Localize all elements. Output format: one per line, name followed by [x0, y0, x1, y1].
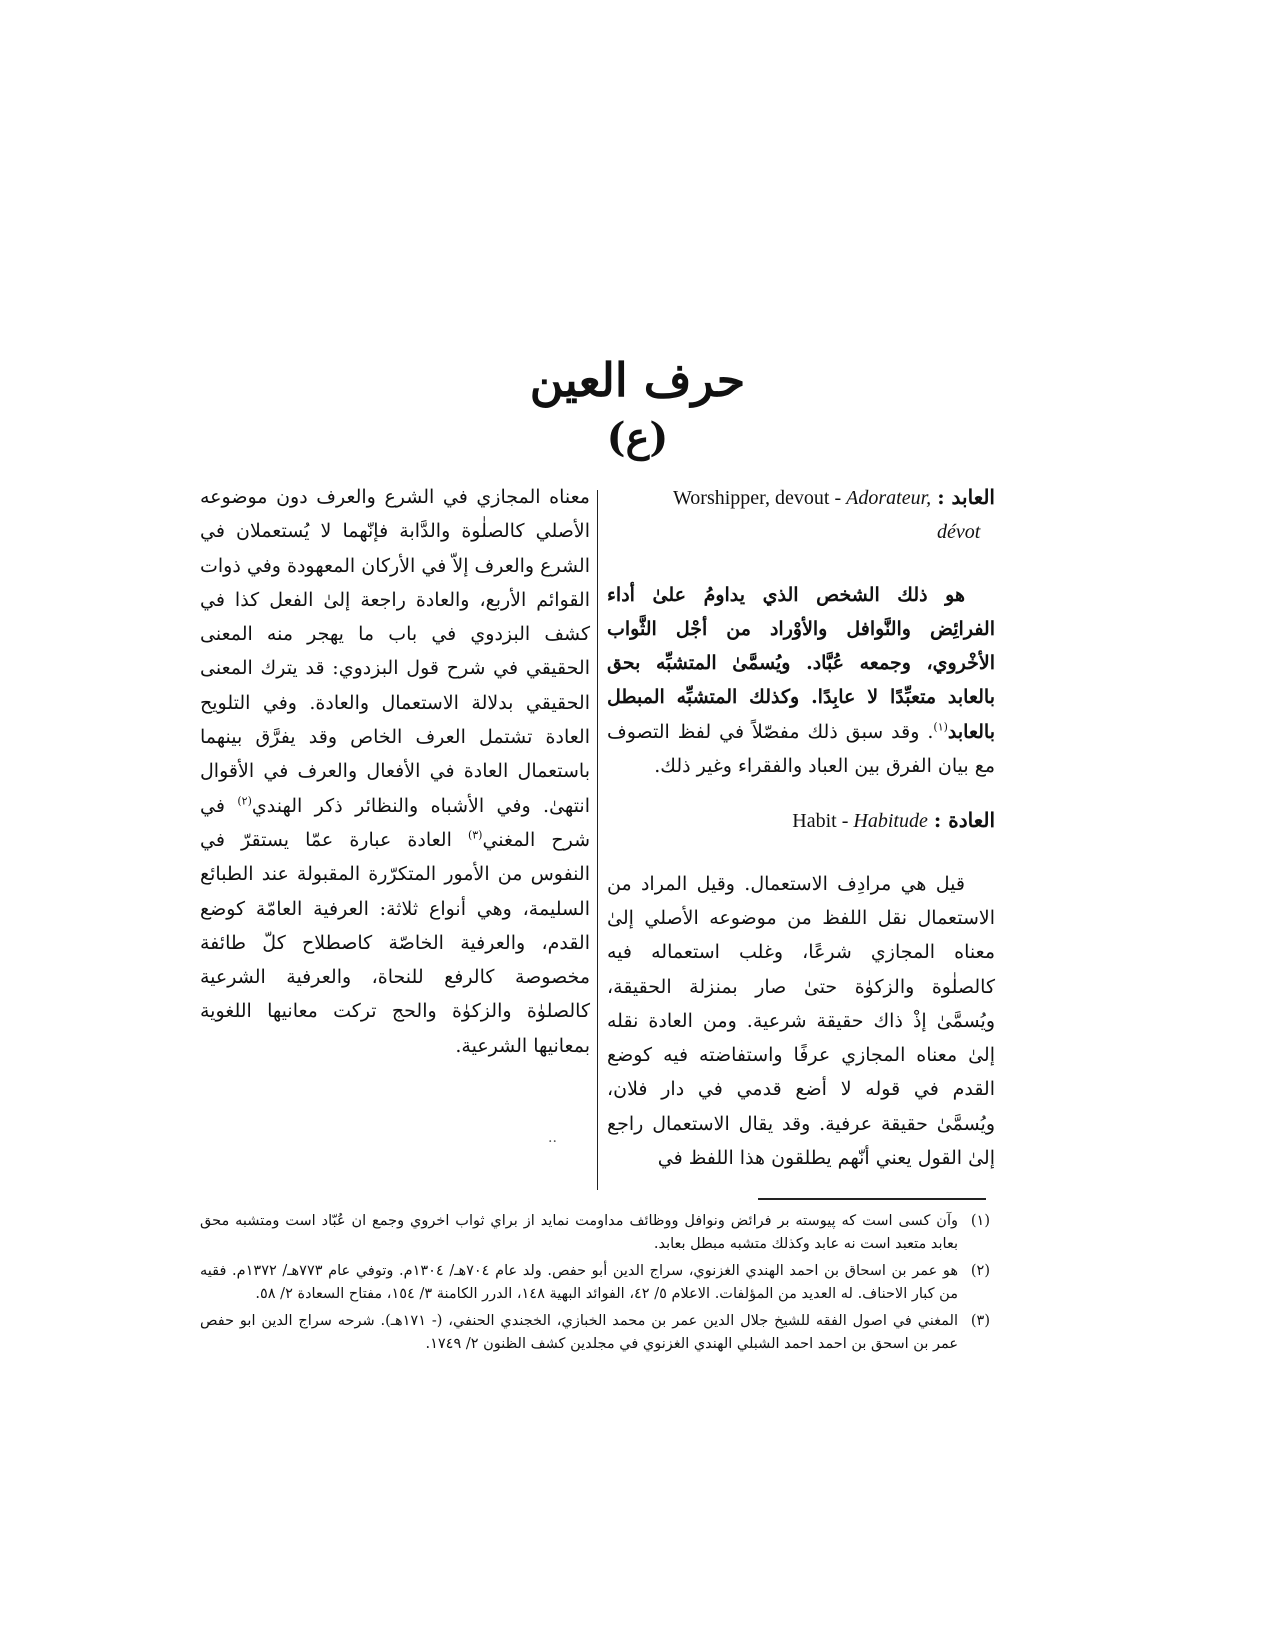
- stray-mark: ..: [548, 1130, 557, 1146]
- section-letter: (ع): [606, 414, 669, 461]
- entry-translation: [792, 804, 928, 838]
- definition-bold: هو ذلك الشخص الذي يداومُ علىٰ أداء الفرائِض والنَّوافل والأوْراد من أجْل الثَّواب الأخْروي، وجمعه عُبَّاد. ويُسمَّىٰ المتشبِّه بحق بالعابد متعبِّدًا لا عابِدًا. وكذلك المتشبِّه المبطل بالعابد: [607, 583, 995, 743]
- footnote-number: (١): [970, 1213, 990, 1229]
- left-column: [200, 480, 590, 1063]
- text-part: في شرح المغني: [200, 794, 590, 851]
- footnote-number: (٢): [970, 1263, 990, 1279]
- right-column: [607, 480, 995, 1175]
- footnote-text: المغني في اصول الفقه للشيخ جلال الدين عمر بن محمد الخبازي، الخجندي الحنفي، (- ١٧١هـ). شرحه سراج الدين ابو حفص عمر بن اسحق بن احمد احمد الشبلي الهندي الغزنوي في مجلدين كشف الظنون ٢/ ١٧٤٩.: [200, 1313, 958, 1352]
- continued-definition: [200, 480, 590, 1063]
- text-part: معناه المجازي في الشرع والعرف دون موضوعه الأصلي كالصلٰوة والدَّابة فإنّهما لا يُستعملان في الشرع والعرف إلاّ في الأركان المعهودة وفي ذوات القوائم الأربع، والعادة راجعة إلىٰ الفعل كذا في كشف البزدوي في باب ما يهجر منه المعنى الحقيقي في شرح قول البزدوي: قد يترك المعنى الحقيقي بدلالة الاستعمال والعادة. وفي التلويح العادة تشتمل العرف الخاص وقد يفرَّق بينهما باستعمال العادة في الأفعال والعرف في الأقوال انتهىٰ. وفي الأشباه والنظائر ذكر الهندي: [200, 486, 590, 817]
- entry-heading-abid: [607, 480, 995, 550]
- entry-definition: قيل هي مرادِف الاستعمال. وقيل المراد من الاستعمال نقل اللفظ من موضوعه الأصلي إلىٰ معناه المجازي شرعًا، وغلب استعماله فيه كالصلٰوة والزكوٰة حتىٰ صار بمنزلة الحقيقة، ويُسمَّىٰ إذْ ذاك حقيقة شرعية. ومن العادة نقله إلىٰ معناه المجازي عرفًا واستفاضته فيه كوضع القدم في قوله لا أضع قدمي في دار فلان، ويُسمَّىٰ حقيقة عرفية. وقد يقال الاستعمال راجع إلىٰ القول يعني أنّهم يطلقون هذا اللفظ في: [607, 872, 995, 1170]
- entry-term: العابد :: [937, 485, 995, 509]
- entry-translation: [673, 481, 931, 515]
- english-translation: Habit -: [792, 810, 854, 833]
- entry-term: العادة :: [933, 808, 995, 833]
- footnote-number: (٣): [970, 1313, 990, 1329]
- footnote-rule: [758, 1198, 986, 1200]
- entry-heading-ada: [607, 803, 995, 838]
- text-part: العادة عبارة عمّا يستقرّ في النفوس من الأمور المتكرّرة المقبولة عند الطبائع السليمة، وهي أنواع ثلاثة: العرفية العامّة كوضع القدم، والعرفية الخاصّة كاصطلاح كلّ طائفة مخصوصة كالرفع للنحاة، والعرفية الشرعية كالصلوٰة والزكوٰة والحج تركت معانيها اللغوية بمعانيها الشرعية.: [200, 828, 590, 1057]
- french-translation: Habitude: [853, 810, 928, 833]
- column-divider: [597, 490, 598, 1190]
- definition-rest: . وقد سبق ذلك مفصّلاً في لفظ التصوف مع بيان الفرق بين العباد والفقراء وغير ذلك.: [607, 720, 995, 778]
- footnote-text: هو عمر بن اسحاق بن احمد الهندي الغزنوي، سراج الدين أبو حفص. ولد عام ٧٠٤هـ/ ١٣٠٤م. وتوفي عام ٧٧٣هـ/ ١٣٧٢م. فقيه من كبار الاحناف. له العديد من المؤلفات. الاعلام ٥/ ٤٢، الفوائد البهية ١٤٨، الدرر الكامنة ٣/ ١٥٤، مفتاح السعادة ٢/ ٥٨.: [200, 1263, 958, 1302]
- french-translation: Adorateur,: [846, 487, 932, 509]
- entry-definition: [607, 578, 995, 784]
- page-title: حرف العين: [529, 353, 746, 407]
- footnote-ref-3: (٣): [467, 828, 483, 842]
- footnote: [200, 1260, 990, 1305]
- footnote: [200, 1310, 990, 1355]
- footnote-ref-1: (١): [933, 720, 948, 734]
- footnotes: [200, 1210, 990, 1360]
- english-translation: Worshipper, devout -: [673, 487, 847, 509]
- footnote: [200, 1210, 990, 1255]
- french-translation-cont: dévot: [937, 521, 981, 544]
- footnote-ref-2: (٢): [237, 794, 252, 808]
- footnote-text: وآن كسى است كه پيوسته بر فرائض ونوافل ووظائف مداومت نمايد از براي ثواب اخروي وجمع ان عُبّاد است ومتشبه محق بعابد متعبد است نه عابد وكذلك متشبه مبطل بعابد.: [200, 1213, 958, 1252]
